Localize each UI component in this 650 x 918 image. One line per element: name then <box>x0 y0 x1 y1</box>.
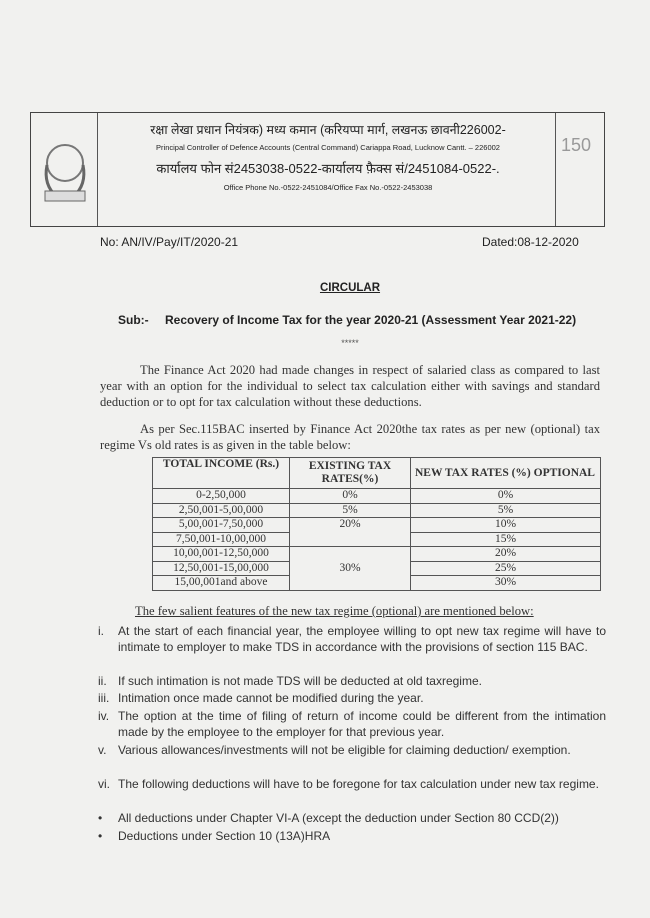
new-rate-cell: 10% <box>411 518 601 533</box>
list-marker: v. <box>98 743 107 757</box>
list-text: If such intimation is not made TDS will be deducted at old taxregime. <box>118 674 482 688</box>
existing-rate-cell: 20% <box>290 518 411 547</box>
list-text: Various allowances/investments will not be eligible for claiming deduction/ exemption. <box>118 743 571 757</box>
new-rate-cell: 0% <box>411 489 601 504</box>
existing-rate-cell: 30% <box>290 547 411 591</box>
existing-rate-cell: 0% <box>290 489 411 504</box>
list-item <box>98 708 606 740</box>
list-item <box>98 828 606 844</box>
date: Dated:08-12-2020 <box>482 235 579 249</box>
new-rate-cell: 25% <box>411 561 601 576</box>
existing-rate-cell: 5% <box>290 503 411 518</box>
new-rate-cell: 30% <box>411 576 601 591</box>
circular-title: CIRCULAR <box>319 282 381 294</box>
list-marker: iii. <box>98 691 110 705</box>
list-marker: iv. <box>98 709 110 723</box>
list-marker: • <box>98 811 103 825</box>
header-existing-rates: EXISTING TAX RATES(%) <box>290 458 411 489</box>
list-marker: vi. <box>98 777 110 791</box>
header-new-rates: NEW TAX RATES (%) OPTIONAL <box>411 458 601 489</box>
income-cell: 15,00,001and above <box>153 576 290 591</box>
list-text: The following deductions will have to be foregone for tax calculation under new tax regime. <box>118 777 599 791</box>
list-text: Intimation once made cannot be modified during the year. <box>118 691 424 705</box>
table-header-row <box>153 458 601 489</box>
table-row <box>153 518 601 533</box>
tax-rates-table <box>152 457 601 591</box>
list-text: Deductions under Section 10 (13A)HRA <box>118 829 331 843</box>
table-row <box>153 503 601 518</box>
english-contact: Office Phone No.-0522-2451084/Office Fax No.-0522-2453038 <box>223 183 433 192</box>
letterhead <box>30 112 605 227</box>
paragraph-intro: The Finance Act 2020 had made changes in respect of salaried class as compared to last year with an option for the individual to select tax calculation either with savings and standard deduction or to opt for tax calculation without these deductions. <box>100 363 600 409</box>
list-item <box>98 673 606 689</box>
subject: Recovery of Income Tax for the year 2020-21 (Assessment Year 2021-22) <box>165 313 577 327</box>
list-marker: • <box>98 829 103 843</box>
hindi-contact: कार्यालय फोन सं2453038-0522-कार्यालय फ़ैक्स सं/2451084-0522-. <box>156 161 500 176</box>
header-total-income: TOTAL INCOME (Rs.) <box>153 458 290 489</box>
new-rate-cell: 20% <box>411 547 601 562</box>
list-item <box>98 810 606 826</box>
new-rate-cell: 15% <box>411 532 601 547</box>
paragraph-table-intro: As per Sec.115BAC inserted by Finance Act 2020the tax rates as per new (optional) tax regime Vs old rates is as given in the table below: <box>100 422 600 452</box>
list-item <box>98 742 606 758</box>
reference-number: No: AN/IV/Pay/IT/2020-21 <box>100 235 239 249</box>
income-cell: 12,50,001-15,00,000 <box>153 561 290 576</box>
subject-label: Sub:- <box>118 313 149 327</box>
separator-stars: ***** <box>341 338 359 348</box>
income-cell: 7,50,001-10,00,000 <box>153 532 290 547</box>
list-item <box>98 690 606 706</box>
new-rate-cell: 5% <box>411 503 601 518</box>
table-row <box>153 547 601 562</box>
list-marker: i. <box>98 624 104 638</box>
emblem-icon <box>37 135 93 207</box>
list-marker: ii. <box>98 674 107 688</box>
list-text: All deductions under Chapter VI-A (except the deduction under Section 80 CCD(2)) <box>118 811 559 825</box>
income-cell: 2,50,001-5,00,000 <box>153 503 290 518</box>
anniversary-logo: 150 <box>561 135 592 155</box>
income-cell: 0-2,50,000 <box>153 489 290 504</box>
income-cell: 5,00,001-7,50,000 <box>153 518 290 533</box>
list-item <box>98 776 606 792</box>
hindi-title: रक्षा लेखा प्रधान नियंत्रक) मध्य कमान (करियप्पा मार्ग, लखनऊ छावनी226002- <box>150 123 506 137</box>
table-row <box>153 489 601 504</box>
income-cell: 10,00,001-12,50,000 <box>153 547 290 562</box>
english-title: Principal Controller of Defence Accounts (Central Command) Cariappa Road, Lucknow Cantt. – 226002 <box>156 143 500 152</box>
features-intro: The few salient features of the new tax regime (optional) are mentioned below: <box>135 604 534 618</box>
list-text: At the start of each financial year, the employee willing to opt new tax regime will have to intimate to employer to make TDS in accordance with the provisions of section 115 BAC. <box>118 624 606 654</box>
list-text: The option at the time of filing of return of income could be different from the intimation made by the employee to the employer for that previous year. <box>118 709 606 739</box>
list-item <box>98 623 606 655</box>
